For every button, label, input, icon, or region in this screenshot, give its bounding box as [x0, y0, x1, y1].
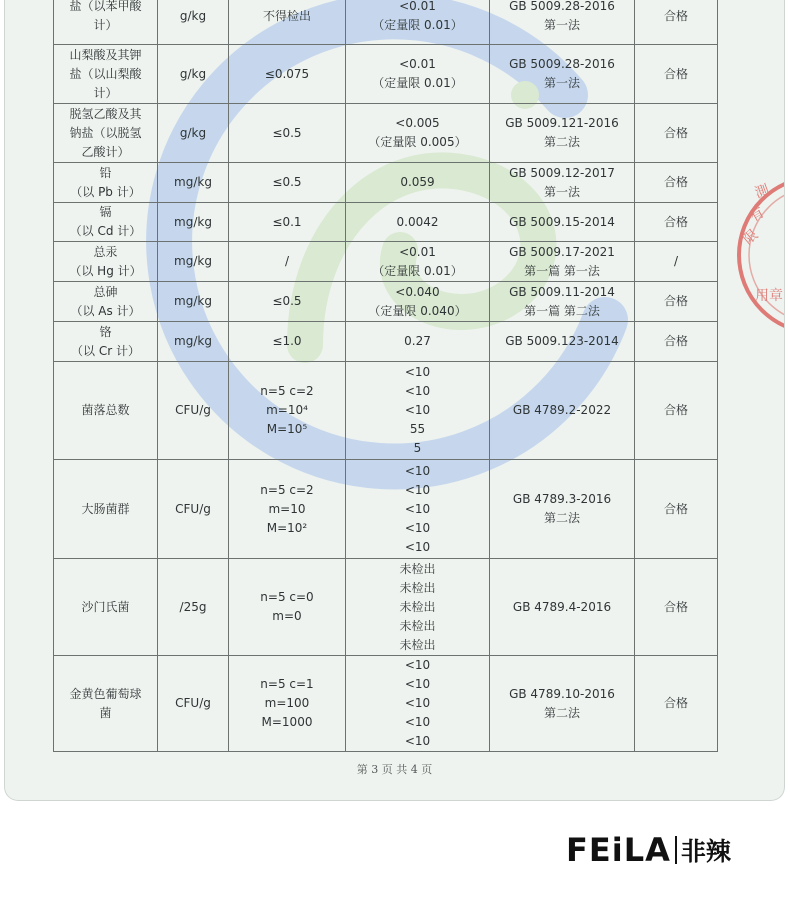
item-name-line: 铅	[99, 165, 112, 180]
verdict-cell: 合格	[635, 0, 718, 45]
limit-line: M=10⁵	[266, 422, 308, 436]
result-line: <0.005	[395, 116, 440, 130]
limit-line: n=5 c=2	[260, 482, 314, 497]
method-line: 第二法	[543, 705, 580, 720]
result-line: <10	[404, 677, 431, 691]
brand-separator	[675, 836, 677, 864]
result-line: <10	[404, 696, 431, 710]
item-name-line: 总汞	[93, 244, 118, 259]
limit-line: 不得检出	[262, 8, 311, 23]
item-name-line: 脱氢乙酸及其	[69, 106, 142, 121]
result-line: <10	[404, 384, 431, 398]
method-line: 第一法	[543, 184, 580, 199]
unit-cell: mg/kg	[158, 282, 229, 322]
svg-text:有: 有	[747, 204, 768, 226]
verdict-cell: 合格	[635, 322, 718, 362]
method-line: GB 4789.2-2022	[512, 403, 612, 417]
result-line: 未检出	[399, 599, 436, 614]
result-line: <10	[404, 734, 431, 748]
method-line: GB 5009.121-2016	[505, 116, 619, 130]
result-line: <0.01	[399, 57, 436, 71]
unit-cell: /25g	[158, 559, 229, 656]
item-name-line: 镉	[99, 205, 112, 219]
method-line: GB 4789.10-2016	[509, 686, 615, 701]
limit-line: m=100	[264, 696, 310, 710]
limit-line: n=5 c=1	[260, 677, 314, 691]
result-line: （定量限 0.005）	[368, 135, 467, 149]
result-line: （定量限 0.01）	[372, 76, 463, 90]
result-line: （定量限 0.01）	[372, 18, 463, 32]
verdict-cell: 合格	[635, 203, 718, 242]
brand-wordmark: FEiLA	[566, 831, 671, 869]
method-line: 第一篇 第一法	[524, 263, 600, 278]
limit-line: m=0	[272, 609, 302, 623]
method-line: GB 5009.28-2016	[509, 57, 615, 71]
result-line: <10	[404, 403, 431, 417]
method-line: GB 4789.4-2016	[512, 599, 612, 614]
item-name-line: 金黄色葡萄球	[69, 686, 142, 701]
result-line: 未检出	[399, 580, 436, 595]
limit-line: /	[284, 254, 290, 268]
limit-line: ≤0.075	[264, 66, 310, 81]
item-name-line: 大肠菌群	[81, 501, 130, 516]
result-line: <10	[404, 715, 431, 729]
verdict-cell: /	[635, 242, 718, 282]
result-line: <0.01	[399, 244, 436, 259]
method-line: GB 5009.123-2014	[505, 334, 619, 348]
result-line: 0.27	[404, 334, 431, 348]
method-line: 第一法	[543, 18, 580, 32]
result-line: <10	[404, 482, 431, 497]
limit-line: ≤0.5	[272, 125, 302, 140]
result-line: <10	[404, 501, 431, 516]
verdict-cell: 合格	[635, 282, 718, 322]
method-line: GB 5009.11-2014	[509, 284, 615, 299]
unit-cell: mg/kg	[158, 163, 229, 203]
limit-line: m=10	[268, 501, 306, 516]
brand-logo	[566, 828, 731, 872]
verdict-cell: 合格	[635, 656, 718, 752]
limit-line: ≤1.0	[272, 334, 302, 348]
limit-line: M=10²	[266, 520, 308, 535]
limit-line: ≤0.5	[272, 175, 302, 189]
item-name-line: 计）	[93, 18, 118, 32]
result-line: 未检出	[399, 561, 436, 576]
item-name-line: 乙酸计）	[81, 144, 130, 159]
limit-line: n=5 c=0	[260, 590, 314, 604]
result-line: <10	[404, 520, 431, 535]
unit-cell: mg/kg	[158, 322, 229, 362]
verdict-cell: 合格	[635, 104, 718, 163]
unit-cell: g/kg	[158, 0, 229, 45]
result-line: 55	[409, 422, 426, 436]
result-line: <10	[404, 463, 431, 478]
item-name-line: （以 Cd 计）	[69, 224, 142, 238]
method-line: GB 4789.3-2016	[512, 492, 612, 506]
item-name-line: 总砷	[93, 284, 118, 299]
result-line: 0.0042	[396, 214, 439, 229]
method-line: 第一篇 第二法	[524, 303, 600, 318]
unit-cell: CFU/g	[158, 656, 229, 752]
svg-text:測: 測	[752, 181, 772, 202]
item-name-line: （以 Cr 计）	[71, 343, 140, 358]
item-name-line: （以 As 计）	[70, 303, 141, 318]
result-line: 未检出	[399, 637, 436, 652]
unit-cell: mg/kg	[158, 203, 229, 242]
result-line: 0.059	[400, 175, 435, 189]
item-name-line: 钠盐（以脱氢	[69, 125, 142, 140]
item-name-line: （以 Hg 计）	[69, 263, 142, 278]
item-name-line: （以 Pb 计）	[70, 184, 141, 199]
page-number: 第 3 页 共 4 页	[356, 763, 433, 776]
unit-cell: g/kg	[158, 45, 229, 104]
result-line: （定量限 0.01）	[372, 263, 463, 278]
verdict-cell: 合格	[635, 45, 718, 104]
method-line: 第二法	[543, 135, 580, 149]
result-line: <10	[404, 365, 431, 379]
method-line: 第一法	[543, 76, 580, 90]
red-seal-stamp	[5, 0, 784, 800]
method-line: GB 5009.15-2014	[509, 214, 615, 229]
brand-chinese-name: 非辣	[680, 837, 731, 866]
item-name-line: 盐（以苯甲酸	[69, 0, 142, 13]
item-name-line: 计）	[93, 85, 118, 100]
verdict-cell: 合格	[635, 559, 718, 656]
svg-text:用章: 用章	[755, 288, 783, 304]
item-name-line: 山梨酸及其钾	[69, 47, 142, 62]
result-line: <10	[404, 658, 431, 672]
limit-line: n=5 c=2	[260, 384, 314, 398]
limit-line: ≤0.1	[272, 214, 302, 229]
limit-line: m=10⁴	[266, 403, 308, 417]
result-line: 未检出	[399, 618, 436, 633]
item-name-line: 沙门氏菌	[81, 599, 130, 614]
svg-text:限: 限	[740, 226, 762, 249]
limit-line: ≤0.5	[272, 294, 302, 308]
unit-cell: mg/kg	[158, 242, 229, 282]
verdict-cell: 合格	[635, 460, 718, 559]
report-sheet	[4, 0, 785, 801]
method-line: GB 5009.12-2017	[509, 165, 615, 180]
method-line: GB 5009.17-2021	[509, 244, 615, 259]
unit-cell: CFU/g	[158, 460, 229, 559]
verdict-cell: 合格	[635, 362, 718, 460]
result-line: <10	[404, 539, 431, 554]
item-name-line: 菌	[99, 705, 112, 720]
method-line: GB 5009.28-2016	[509, 0, 615, 13]
item-name-line: 菌落总数	[81, 403, 130, 417]
item-name-line: 铬	[99, 324, 112, 339]
method-line: 第二法	[543, 511, 580, 525]
result-line: 5	[413, 441, 422, 455]
verdict-cell: 合格	[635, 163, 718, 203]
result-line: （定量限 0.040）	[368, 303, 467, 318]
item-name-line: 盐（以山梨酸	[69, 66, 142, 81]
result-line: <0.040	[395, 284, 440, 299]
unit-cell: g/kg	[158, 104, 229, 163]
result-line: <0.01	[399, 0, 436, 13]
unit-cell: CFU/g	[158, 362, 229, 460]
limit-line: M=1000	[261, 715, 313, 729]
